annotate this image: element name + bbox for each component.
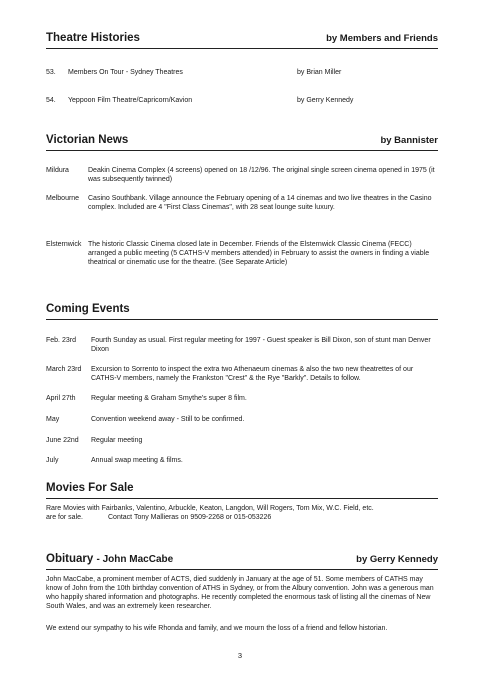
news-place: Elsternwick (46, 241, 82, 248)
page-number: 3 (237, 651, 243, 660)
section-header (46, 553, 438, 569)
obituary-section (46, 553, 438, 653)
section-rule (46, 48, 438, 49)
section-byline: by Gerry Kennedy (356, 554, 438, 565)
news-text: Deakin Cinema Complex (4 screens) opened on 18 /12/96. The original single screen cinema opened in 1975 (it was subsequently twinned) (88, 167, 435, 183)
event-date: April 27th (46, 395, 76, 402)
section-header (46, 303, 438, 319)
section-title: Theatre Histories (46, 32, 140, 44)
event-date: May (46, 416, 60, 423)
event-text: Convention weekend away - Still to be confirmed. (91, 416, 245, 423)
history-title: Yeppoon Film Theatre/Capricorn/Kavion (68, 97, 193, 104)
section-header (46, 134, 438, 150)
news-place: Melbourne (46, 195, 80, 202)
victorian-news-section (46, 134, 438, 284)
section-rule (46, 319, 438, 320)
section-header (46, 482, 438, 498)
sale-contact: Contact Tony Mallieras on 9509-2268 or 015-053226 (108, 514, 272, 521)
section-title: Victorian News (46, 134, 129, 146)
section-header (46, 32, 438, 48)
section-rule (46, 569, 438, 570)
history-title: Members On Tour - Sydney Theatres (68, 69, 183, 76)
sale-line: Rare Movies with Fairbanks, Valentino, Arbuckle, Keaton, Langdon, Will Rogers, Tom Mix, W.C. Field, etc. (46, 505, 374, 512)
history-number: 54. (46, 97, 56, 104)
section-title: Movies For Sale (46, 482, 134, 494)
section-title: Coming Events (46, 303, 130, 315)
event-text: Regular meeting & Graham Smythe's super 8 film. (91, 395, 247, 402)
obituary-paragraph: John MacCabe, a prominent member of ACTS, died suddenly in January at the age of 51. Some members of CATHS may know of John from the 10th birthday convention of ATHS in Sydney, or from the Albury convention. John was a generous man who happily shared information and photographs. He recently completed the enormous task of listing all the cinemas of New South Wales, and was an extremely keen researcher. (46, 576, 434, 610)
history-author: by Gerry Kennedy (297, 97, 354, 104)
section-rule (46, 150, 438, 151)
movies-for-sale-section (46, 482, 438, 532)
event-date: June 22nd (46, 437, 79, 444)
section-rule (46, 498, 438, 499)
news-place: Mildura (46, 167, 69, 174)
section-title (46, 553, 173, 565)
section-byline: by Bannister (380, 135, 438, 146)
theatre-histories-section (46, 32, 438, 112)
obituary-paragraph: We extend our sympathy to his wife Rhonda and family, and we mourn the loss of a friend and fellow historian. (46, 625, 388, 632)
news-text: Casino Southbank. Village announce the February opening of a 14 cinemas and two live theatres in the Casino complex. Included are 4 "First Class Cinemas", with 28 seat lounge suite luxury. (88, 195, 432, 211)
coming-events-section (46, 303, 438, 468)
history-author: by Brian Miller (297, 69, 342, 76)
event-date: March 23rd (46, 366, 82, 373)
section-byline: by Members and Friends (326, 33, 438, 44)
event-text: Excursion to Sorrento to inspect the extra two Athenaeum cinemas & also the two new theatrettes of our CATHS-V members, namely the Frankston "Crest" & the Rye "Barkly". Details to follow. (91, 366, 414, 382)
news-text: The historic Classic Cinema closed late in December. Friends of the Elsternwick Classic Cinema (FECC) arranged a public meeting (5 CATHS-V members attended) in February to assist the owners in finding a viable theatrical or cinematic use for the theatre. (See Separate Article) (88, 241, 430, 266)
sale-note: are for sale. (46, 514, 83, 521)
event-text: Regular meeting (91, 437, 143, 444)
event-date: Feb. 23rd (46, 337, 76, 344)
event-text: Fourth Sunday as usual. First regular meeting for 1997 - Guest speaker is Bill Dixon, son of stunt man Denver Dixon (91, 337, 431, 353)
obituary-title: Obituary (46, 553, 94, 565)
obituary-subject: - John MacCabe (96, 554, 174, 565)
event-date: July (46, 457, 59, 464)
history-number: 53. (46, 69, 56, 76)
event-text: Annual swap meeting & films. (91, 457, 183, 464)
